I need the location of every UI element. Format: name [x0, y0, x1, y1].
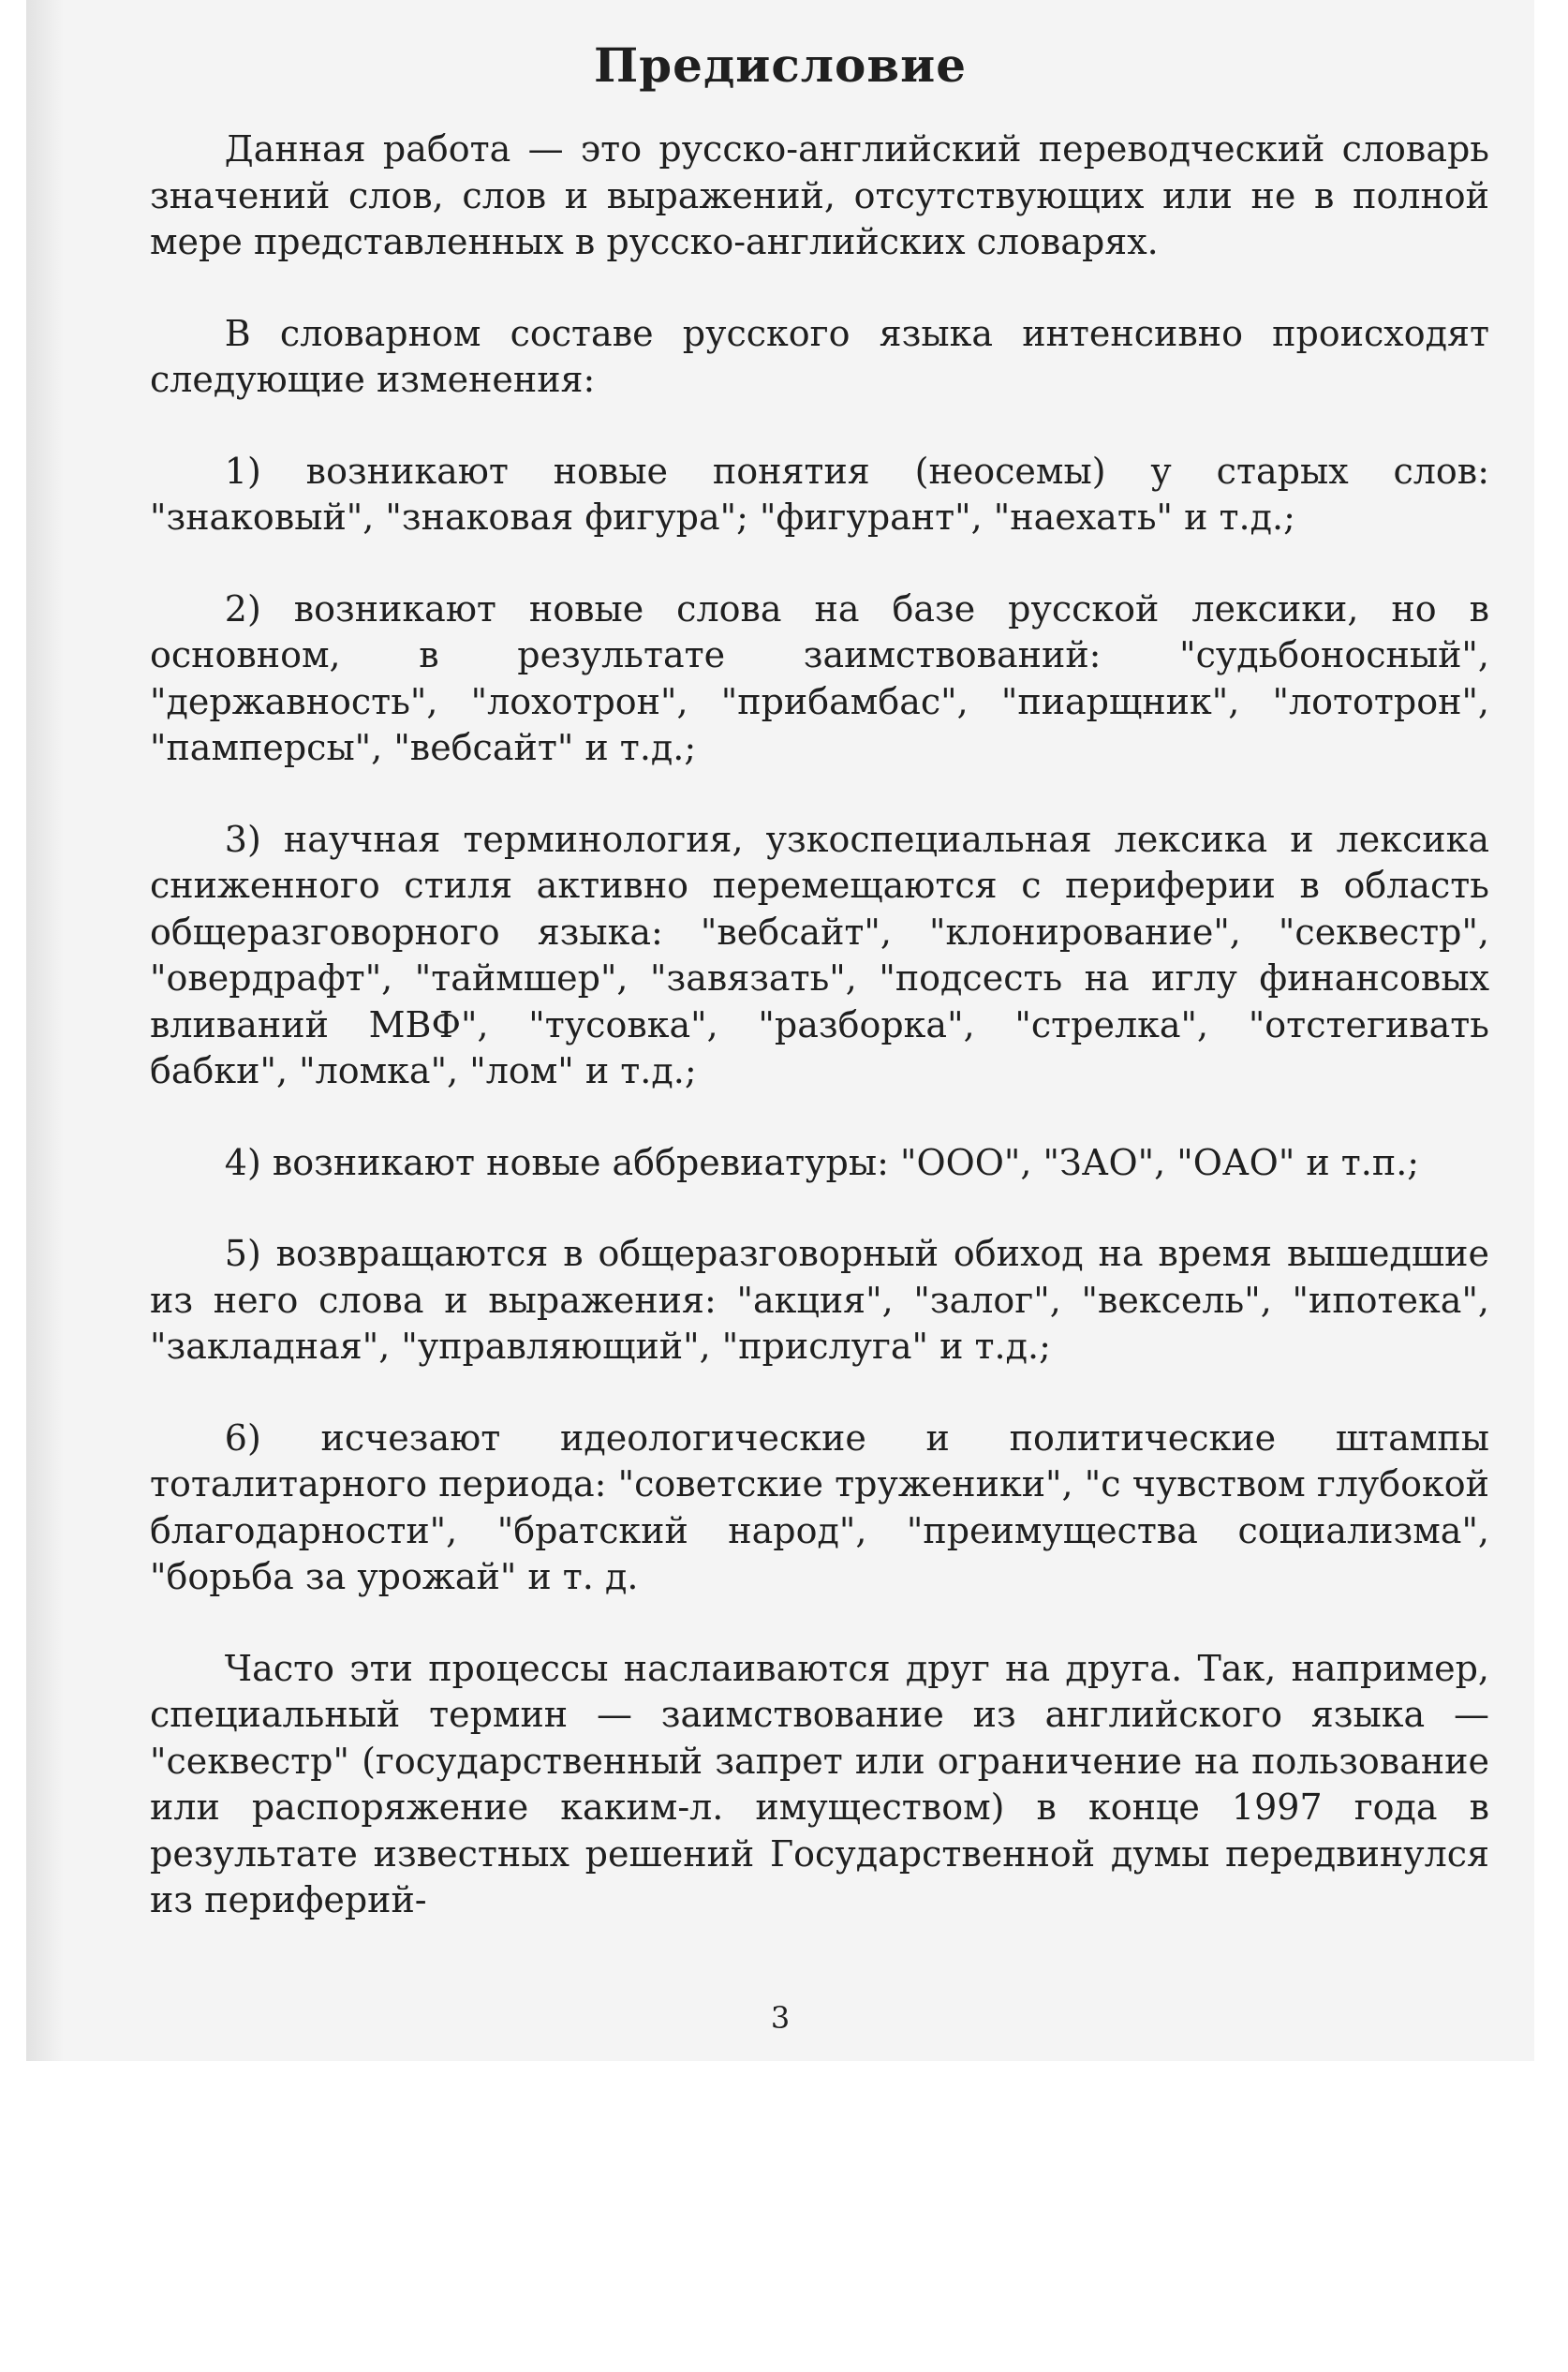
- page-title: Предисловие: [593, 37, 968, 93]
- paragraph-item-5: 5) возвращаются в общеразговорный обиход на время вышедшие из него слова и выражения: "акция", "залог", "вексель", "ипотека", "закладная", "управляющий", "прислуга" и т.д.;: [150, 1233, 1489, 1367]
- page-number: 3: [770, 2000, 791, 2036]
- paragraph-processes: Часто эти процессы наслаиваются друг на друга. Так, например, специальный термин — заимствование из английского языка — "секвестр" (государственный запрет или ограничение на пользование или распоряжение каким-л. имуществом) в конце 1997 года в результате известных решений Государственной думы передвинулся из периферий-: [150, 1647, 1489, 1920]
- paragraph-intro: Данная работа — это русско-английский переводческий словарь значений слов, слов и выражений, отсутствующих или не в полной мере представленных в русско-английских словарях.: [150, 128, 1489, 262]
- paragraph-item-3: 3) научная терминология, узкоспециальная лексика и лексика сниженного стиля активно перемещаются с периферии в область общеразговорного языка: "вебсайт", "клонирование", "секвестр", "овердрафт", "таймшер", "завязать", "подсесть на иглу финансовых вливаний МВФ", "тусовка", "разборка", "стрелка", "отстегивать бабки", "ломка", "лом" и т.д.;: [150, 818, 1489, 1091]
- paragraph-item-1: 1) возникают новые понятия (неосемы) у старых слов: "знаковый", "знаковая фигура"; "фигурант", "наехать" и т.д.;: [150, 450, 1489, 538]
- page-scan: [26, 0, 1534, 2061]
- paragraph-changes-lead: В словарном составе русского языка интенсивно происходят следующие изменения:: [150, 312, 1489, 400]
- paragraph-item-2: 2) возникают новые слова на базе русской лексики, но в основном, в результате заимствований: "судьбоносный", "державность", "лохотрон", "прибамбас", "пиарщник", "лототрон", "памперсы", "вебсайт" и т.д.;: [150, 587, 1489, 768]
- paragraph-item-4: 4) возникают новые аббревиатуры: "ООО", "ЗАО", "ОАО" и т.п.;: [224, 1141, 1420, 1183]
- text-body: [150, 126, 1489, 1924]
- paragraph-item-6: 6) исчезают идеологические и политические штампы тоталитарного периода: "советские труженики", "с чувством глубокой благодарности", "братский народ", "преимущества социализма", "борьба за урожай" и т. д.: [150, 1416, 1489, 1597]
